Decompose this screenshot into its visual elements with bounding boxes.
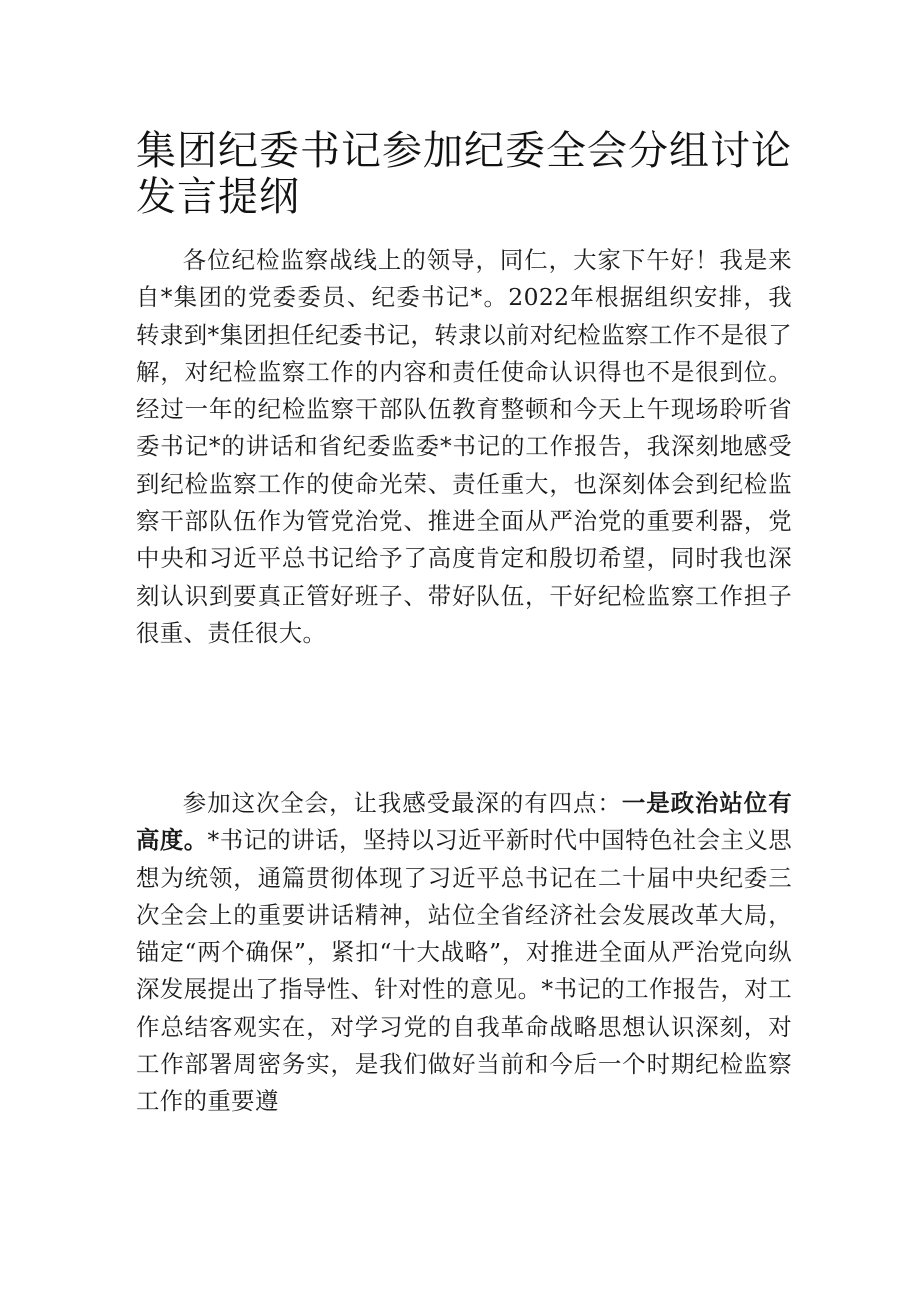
document-title: 集团纪委书记参加纪委全会分组讨论发言提纲 <box>136 128 792 220</box>
paragraph-opening: 各位纪检监察战线上的领导，同仁，大家下午好！我是来自*集团的党委委员、纪委书记*。2022年根据组织安排，我转隶到*集团担任纪委书记，转隶以前对纪检监察工作不是很了解，对纪检监察工作的内容和责任使命认识得也不是很到位。经过一年的纪检监察干部队伍教育整顿和今天上午现场聆听省委书记*的讲话和省纪委监委*书记的工作报告，我深刻地感受到纪检监察工作的使命光荣、责任重大，也深刻体会到纪检监察干部队伍作为管党治党、推进全面从严治党的重要利器，党中央和习近平总书记给予了高度肯定和殷切希望，同时我也深刻认识到要真正管好班子、带好队伍，干好纪检监察工作担子很重、责任很大。 <box>136 246 792 647</box>
paragraph-body: *书记的讲话，坚持以习近平新时代中国特色社会主义思想为统领，通篇贯彻体现了习近平总书记在二十届中央纪委三次全会上的重要讲话精神，站位全省经济社会发展改革大局，锚定“两个确保”，紧扣“十大战略”，对推进全面从严治党向纵深发展提出了指导性、针对性的意见。*书记的工作报告，对工作总结客观实在，对学习党的自我革命战略思想认识深刻，对工作部署周密务实，是我们做好当前和今后一个时期纪检监察工作的重要遵 <box>136 826 792 1116</box>
paragraph-highlight: 一是政治站位有高度。 <box>136 789 792 855</box>
paragraph-impressions <box>136 785 792 1121</box>
paragraph-intro: 参加这次全会，让我感受最深的有四点： <box>182 789 622 817</box>
